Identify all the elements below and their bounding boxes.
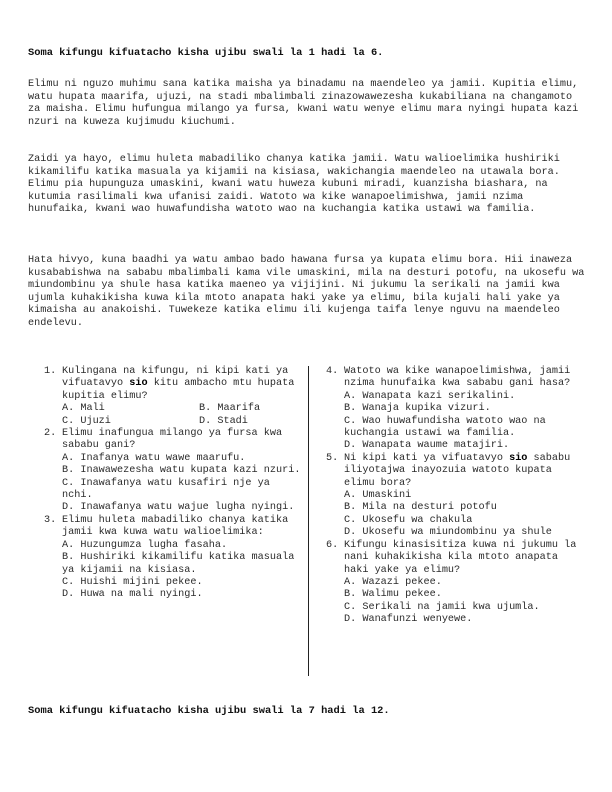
answer-option[interactable]: A. Mali bbox=[62, 403, 105, 415]
answer-option[interactable]: C. Wao huwafundisha watoto wao na kuchangia ustawi wa familia. bbox=[344, 415, 546, 440]
answer-option[interactable]: C. Inawafanya watu kusafiri nje ya nchi. bbox=[62, 477, 270, 502]
answer-option[interactable]: B. Inawawezesha watu kupata kazi nzuri. bbox=[62, 465, 301, 477]
passage-paragraph: Hata hivyo, kuna baadhi ya watu ambao bado hawana fursa ya kupata elimu bora. Hii inaweza kusababishwa na sababu mbalimbali kama vile umaskini, mila na desturi potofu, na ukosefu wa miundombinu ya shule hasa katika maeneo ya vijijini. Ni jukumu la serikali na jamii kwa ujumla kuhakikisha kuwa kila mtoto anapata haki yake ya elimu, bila kujali hali yake ya kimaisha au anakoishi. Tuwekeze katika elimu ili kujenga taifa lenye nguvu na maendeleo endelevu. bbox=[28, 255, 585, 329]
question-number: 2. bbox=[44, 428, 57, 440]
question-1 bbox=[44, 366, 306, 428]
answer-option[interactable]: B. Walimu pekee. bbox=[344, 589, 442, 601]
column-divider bbox=[308, 366, 309, 676]
passage-paragraph: Elimu ni nguzo muhimu sana katika maisha ya binadamu na maendeleo ya jamii. Kupitia elimu, watu hupata maarifa, ujuzi, na stadi mbalimbali zinazowawezesha kukabiliana na changamoto za maisha. Elimu hufungua milango ya fursa, kwani watu wenye elimu mara nyingi hupata kazi nzuri na kuweza kujimudu kiuchumi. bbox=[28, 79, 579, 128]
question-5 bbox=[326, 453, 588, 540]
answer-option[interactable]: C. Ujuzi bbox=[62, 415, 111, 427]
question-number: 6. bbox=[326, 539, 339, 551]
question-stem: Elimu huleta mabadiliko chanya katika jamii kwa kuwa watu walioelimika: bbox=[62, 514, 289, 539]
question-stem: Kifungu kinasisitiza kuwa ni jukumu la nani kuhakikisha kila mtoto anapata haki yake ya elimu? bbox=[344, 539, 577, 576]
answer-option[interactable]: D. Huwa na mali nyingi. bbox=[62, 589, 203, 601]
answer-option[interactable]: D. Inawafanya watu wajue lugha nyingi. bbox=[62, 502, 295, 514]
question-2 bbox=[44, 428, 306, 515]
question-number: 1. bbox=[44, 366, 57, 377]
questions-left-column bbox=[44, 366, 306, 602]
answer-option[interactable]: C. Serikali na jamii kwa ujumla. bbox=[344, 601, 540, 613]
answer-option[interactable]: D. Wanapata waume matajiri. bbox=[344, 440, 510, 452]
answer-option[interactable]: C. Huishi mijini pekee. bbox=[62, 576, 203, 588]
instruction-heading: Soma kifungu kifuatacho kisha ujibu swali la 7 hadi la 12. bbox=[28, 705, 390, 717]
emphasis-word: sio bbox=[509, 452, 528, 464]
answer-option[interactable]: A. Wazazi pekee. bbox=[344, 576, 442, 588]
answer-option[interactable]: B. Wanaja kupika vizuri. bbox=[344, 403, 491, 415]
answer-option[interactable]: D. Wanafunzi wenyewe. bbox=[344, 614, 473, 626]
question-stem: Watoto wa kike wanapoelimishwa, jamii nzima hunufaika kwa sababu gani hasa? bbox=[344, 366, 571, 390]
emphasis-word: sio bbox=[129, 378, 148, 390]
question-6 bbox=[326, 540, 588, 627]
answer-option[interactable]: B. Maarifa bbox=[199, 403, 261, 415]
answer-option[interactable]: A. Inafanya watu wawe maarufu. bbox=[62, 452, 246, 464]
answer-option[interactable]: B. Mila na desturi potofu bbox=[344, 502, 497, 514]
answer-option[interactable]: C. Ukosefu wa chakula bbox=[344, 514, 473, 526]
question-number: 4. bbox=[326, 366, 339, 377]
instruction-heading: Soma kifungu kifuatacho kisha ujibu swali la 1 hadi la 6. bbox=[28, 47, 384, 59]
answer-option[interactable]: A. Umaskini bbox=[344, 490, 412, 502]
answer-option[interactable]: D. Stadi bbox=[199, 415, 248, 427]
question-stem: Ni kipi kati ya vifuatavyo sio sababu iliyotajwa inayozuia watoto kupata elimu bora? bbox=[344, 452, 571, 489]
answer-options bbox=[62, 403, 306, 428]
answer-option[interactable]: D. Ukosefu wa miundombinu ya shule bbox=[344, 527, 552, 539]
question-stem: Kulingana na kifungu, ni kipi kati ya vifuatavyo sio kitu ambacho mtu hupata kupitia elimu? bbox=[62, 366, 295, 402]
answer-option[interactable]: B. Hushiriki kikamilifu katika masuala ya kijamii na kisiasa. bbox=[62, 552, 295, 576]
answer-option[interactable]: A. Huzungumza lugha fasaha. bbox=[62, 539, 228, 551]
question-4 bbox=[326, 366, 588, 453]
question-3 bbox=[44, 515, 306, 602]
passage-paragraph: Zaidi ya hayo, elimu huleta mabadiliko chanya katika jamii. Watu walioelimika hushiriki kikamilifu katika masuala ya kijamii na kisiasa, wakichangia maendeleo na utawala bora. Elimu pia hupunguza umaskini, kwani watu huweza kubuni miradi, kuanzisha biashara, na kutumia rasilimali kwa ufanisi zaidi. Watoto wa kike wanapoelimishwa, jamii nzima hunufaika, kwani wao huwafundisha watoto wao na kuchangia katika ustawi wa familia. bbox=[28, 154, 560, 215]
question-stem: Elimu inafungua milango ya fursa kwa sababu gani? bbox=[62, 428, 283, 452]
question-number: 3. bbox=[44, 514, 57, 526]
question-number: 5. bbox=[326, 452, 339, 464]
questions-right-column bbox=[326, 366, 588, 627]
answer-option[interactable]: A. Wanapata kazi serikalini. bbox=[344, 390, 516, 402]
